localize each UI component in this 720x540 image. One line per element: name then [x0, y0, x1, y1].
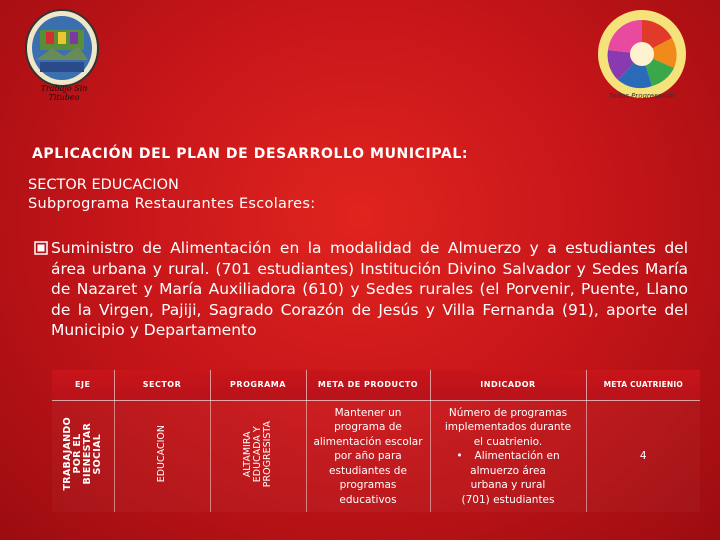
- header-programa: PROGRAMA: [210, 370, 306, 400]
- meta-line: por año para: [334, 450, 402, 462]
- colorful-emblem-icon: [594, 6, 690, 102]
- header-indicador: INDICADOR: [430, 370, 586, 400]
- header-meta-cuatrienio: META CUATRIENIO: [586, 370, 700, 400]
- indicador-line: Número de programas: [448, 406, 568, 419]
- meta-line: alimentación escolar: [313, 435, 423, 448]
- eje-text: TRABAJANDO POR EL BIENESTAR SOCIAL: [61, 417, 103, 491]
- svg-text:Todos Progresando: Todos Progresando: [608, 92, 676, 100]
- indicador-line: urbana y rural: [470, 479, 546, 491]
- page-title: APLICACIÓN DEL PLAN DE DESARROLLO MUNICIPAL:: [32, 146, 469, 162]
- indicador-line: el cuatrienio.: [473, 435, 543, 448]
- table-header-row: [52, 370, 700, 400]
- bullet-paragraph: [34, 238, 688, 341]
- indicador-line: implementados durante: [444, 421, 572, 433]
- meta-line: programa de: [334, 421, 402, 433]
- header-eje: EJE: [52, 370, 114, 400]
- indicador-line: (701) estudiantes: [461, 493, 555, 506]
- sector-title: SECTOR EDUCACION: [28, 177, 179, 193]
- header-sector: SECTOR: [114, 370, 210, 400]
- plan-table: [52, 370, 700, 512]
- meta-line: estudiantes de: [329, 464, 407, 477]
- meta-line: educativos: [339, 493, 397, 506]
- cell-indicador: [430, 400, 586, 512]
- programa-text: ALTAMIRA EDUCADA Y PROGRESISTA: [242, 420, 273, 488]
- bullet-text: Suministro de Alimentación en la modalidad de Almuerzo y a estudiantes del área urbana y rural. (701 estudiantes) Institución Divino Salvador y Sedes María de Nazaret y María Auxiliadora (610) y Sedes rurales (el Porvenir, Puente, Llano de la Virgen, Pajiji, Sagrado Corazón de Jesús y Villa Fernanda (91), aporte del Municipio y Departamento: [51, 239, 688, 339]
- meta-line: programas: [339, 479, 397, 491]
- subprogram-title: Subprograma Restaurantes Escolares:: [28, 196, 316, 212]
- sector-text: EDUCACION: [156, 425, 167, 483]
- cell-meta-cuatrienio: [586, 400, 700, 512]
- cell-eje: [52, 400, 114, 512]
- table-row: [52, 400, 700, 512]
- cell-programa: [210, 400, 306, 512]
- logo-caption: Trabajo Sin Titubeo: [40, 84, 88, 102]
- meta-cuatrienio-value: 4: [639, 450, 647, 462]
- checkbox-bullet-icon: [34, 240, 48, 254]
- indicador-bullet-line: • Alimentación en: [431, 449, 586, 464]
- indicador-line: almuerzo área: [470, 464, 546, 477]
- header-meta-producto: META DE PRODUCTO: [306, 370, 430, 400]
- meta-line: Mantener un: [334, 406, 402, 419]
- cell-meta-producto: [306, 400, 430, 512]
- cell-sector: [114, 400, 210, 512]
